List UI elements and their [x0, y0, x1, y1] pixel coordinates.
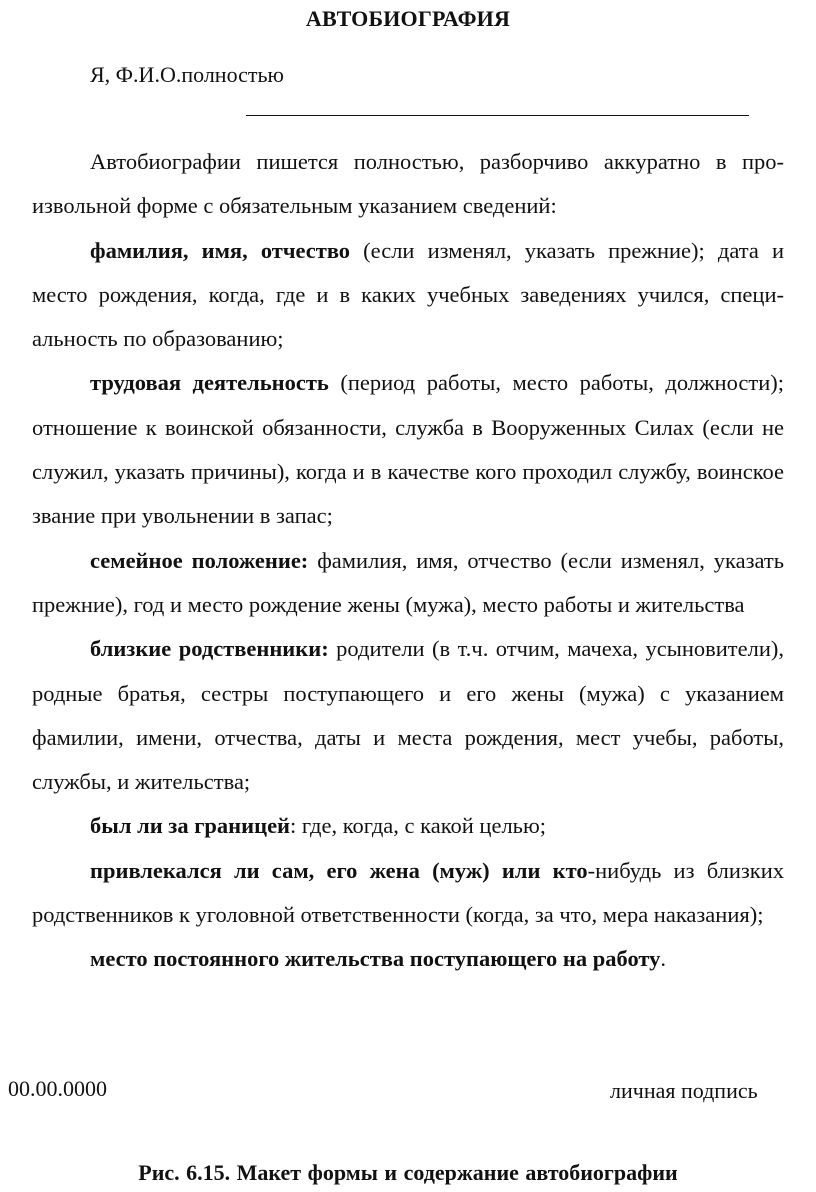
date-field: 00.00.0000 [8, 1076, 107, 1101]
figure-caption: Рис. 6.15. Макет формы и содержание автобиографии [138, 1160, 678, 1185]
section-paragraph [32, 849, 784, 938]
section-paragraph [32, 937, 784, 981]
section-paragraph [32, 539, 784, 628]
intro-paragraph: Автобиографии пишется полностью, разборчиво аккуратно в произвольной форме с обязательным указанием сведений: [32, 149, 784, 219]
section-heading: трудовая деятельность [90, 370, 329, 396]
section-heading: место постоянного жительства поступающего на работу [90, 946, 661, 972]
section-heading: привлекался ли сам, его жена (муж) или кто [90, 857, 588, 883]
section-paragraph [32, 804, 784, 848]
section-text: фамилия, имя, отчество (если изменял, указать прежние), год и место рождение жены (мужа), место работы и жительства [32, 547, 784, 617]
section-heading: был ли за границей [90, 813, 291, 839]
signature-label: личная подпись [610, 1078, 758, 1103]
section-paragraph [32, 361, 784, 538]
section-paragraph [32, 627, 784, 804]
fio-prompt: Я, Ф.И.О.полностью [90, 62, 284, 87]
fio-fill-line [246, 115, 749, 116]
section-text: (период работы, место работы, должности); отношение к воинской обязанности, служба в Вооруженных Силах (если не служил, указать причины), когда и в качестве кого проходил службу, воинское звание при увольнении в запас; [32, 370, 784, 529]
section-heading: близкие родственники: [90, 636, 329, 662]
document-title: АВТОБИОГРАФИЯ [305, 6, 511, 31]
section-text: (если изменял, указать прежние); дата и место рождения, когда, где и в каких учебных заведениях учился, специальность по образованию; [32, 237, 784, 352]
section-text: -нибудь из близких родственников к уголовной ответственности (когда, за что, мера наказания); [32, 857, 784, 928]
section-text: . [660, 946, 667, 972]
section-text: : где, когда, с какой целью; [290, 813, 547, 839]
section-text: родители (в т.ч. отчим, мачеха, усыновители), родные братья, сестры поступающего и его жены (мужа) с указанием фамилии, имени, отчества, даты и места рождения, мест учебы, работы, службы, и жительства; [32, 636, 785, 795]
section-heading: фамилия, имя, отчество [90, 237, 351, 263]
section-heading: семейное положение: [90, 547, 309, 573]
section-paragraph [32, 229, 784, 362]
document-body [32, 140, 784, 982]
